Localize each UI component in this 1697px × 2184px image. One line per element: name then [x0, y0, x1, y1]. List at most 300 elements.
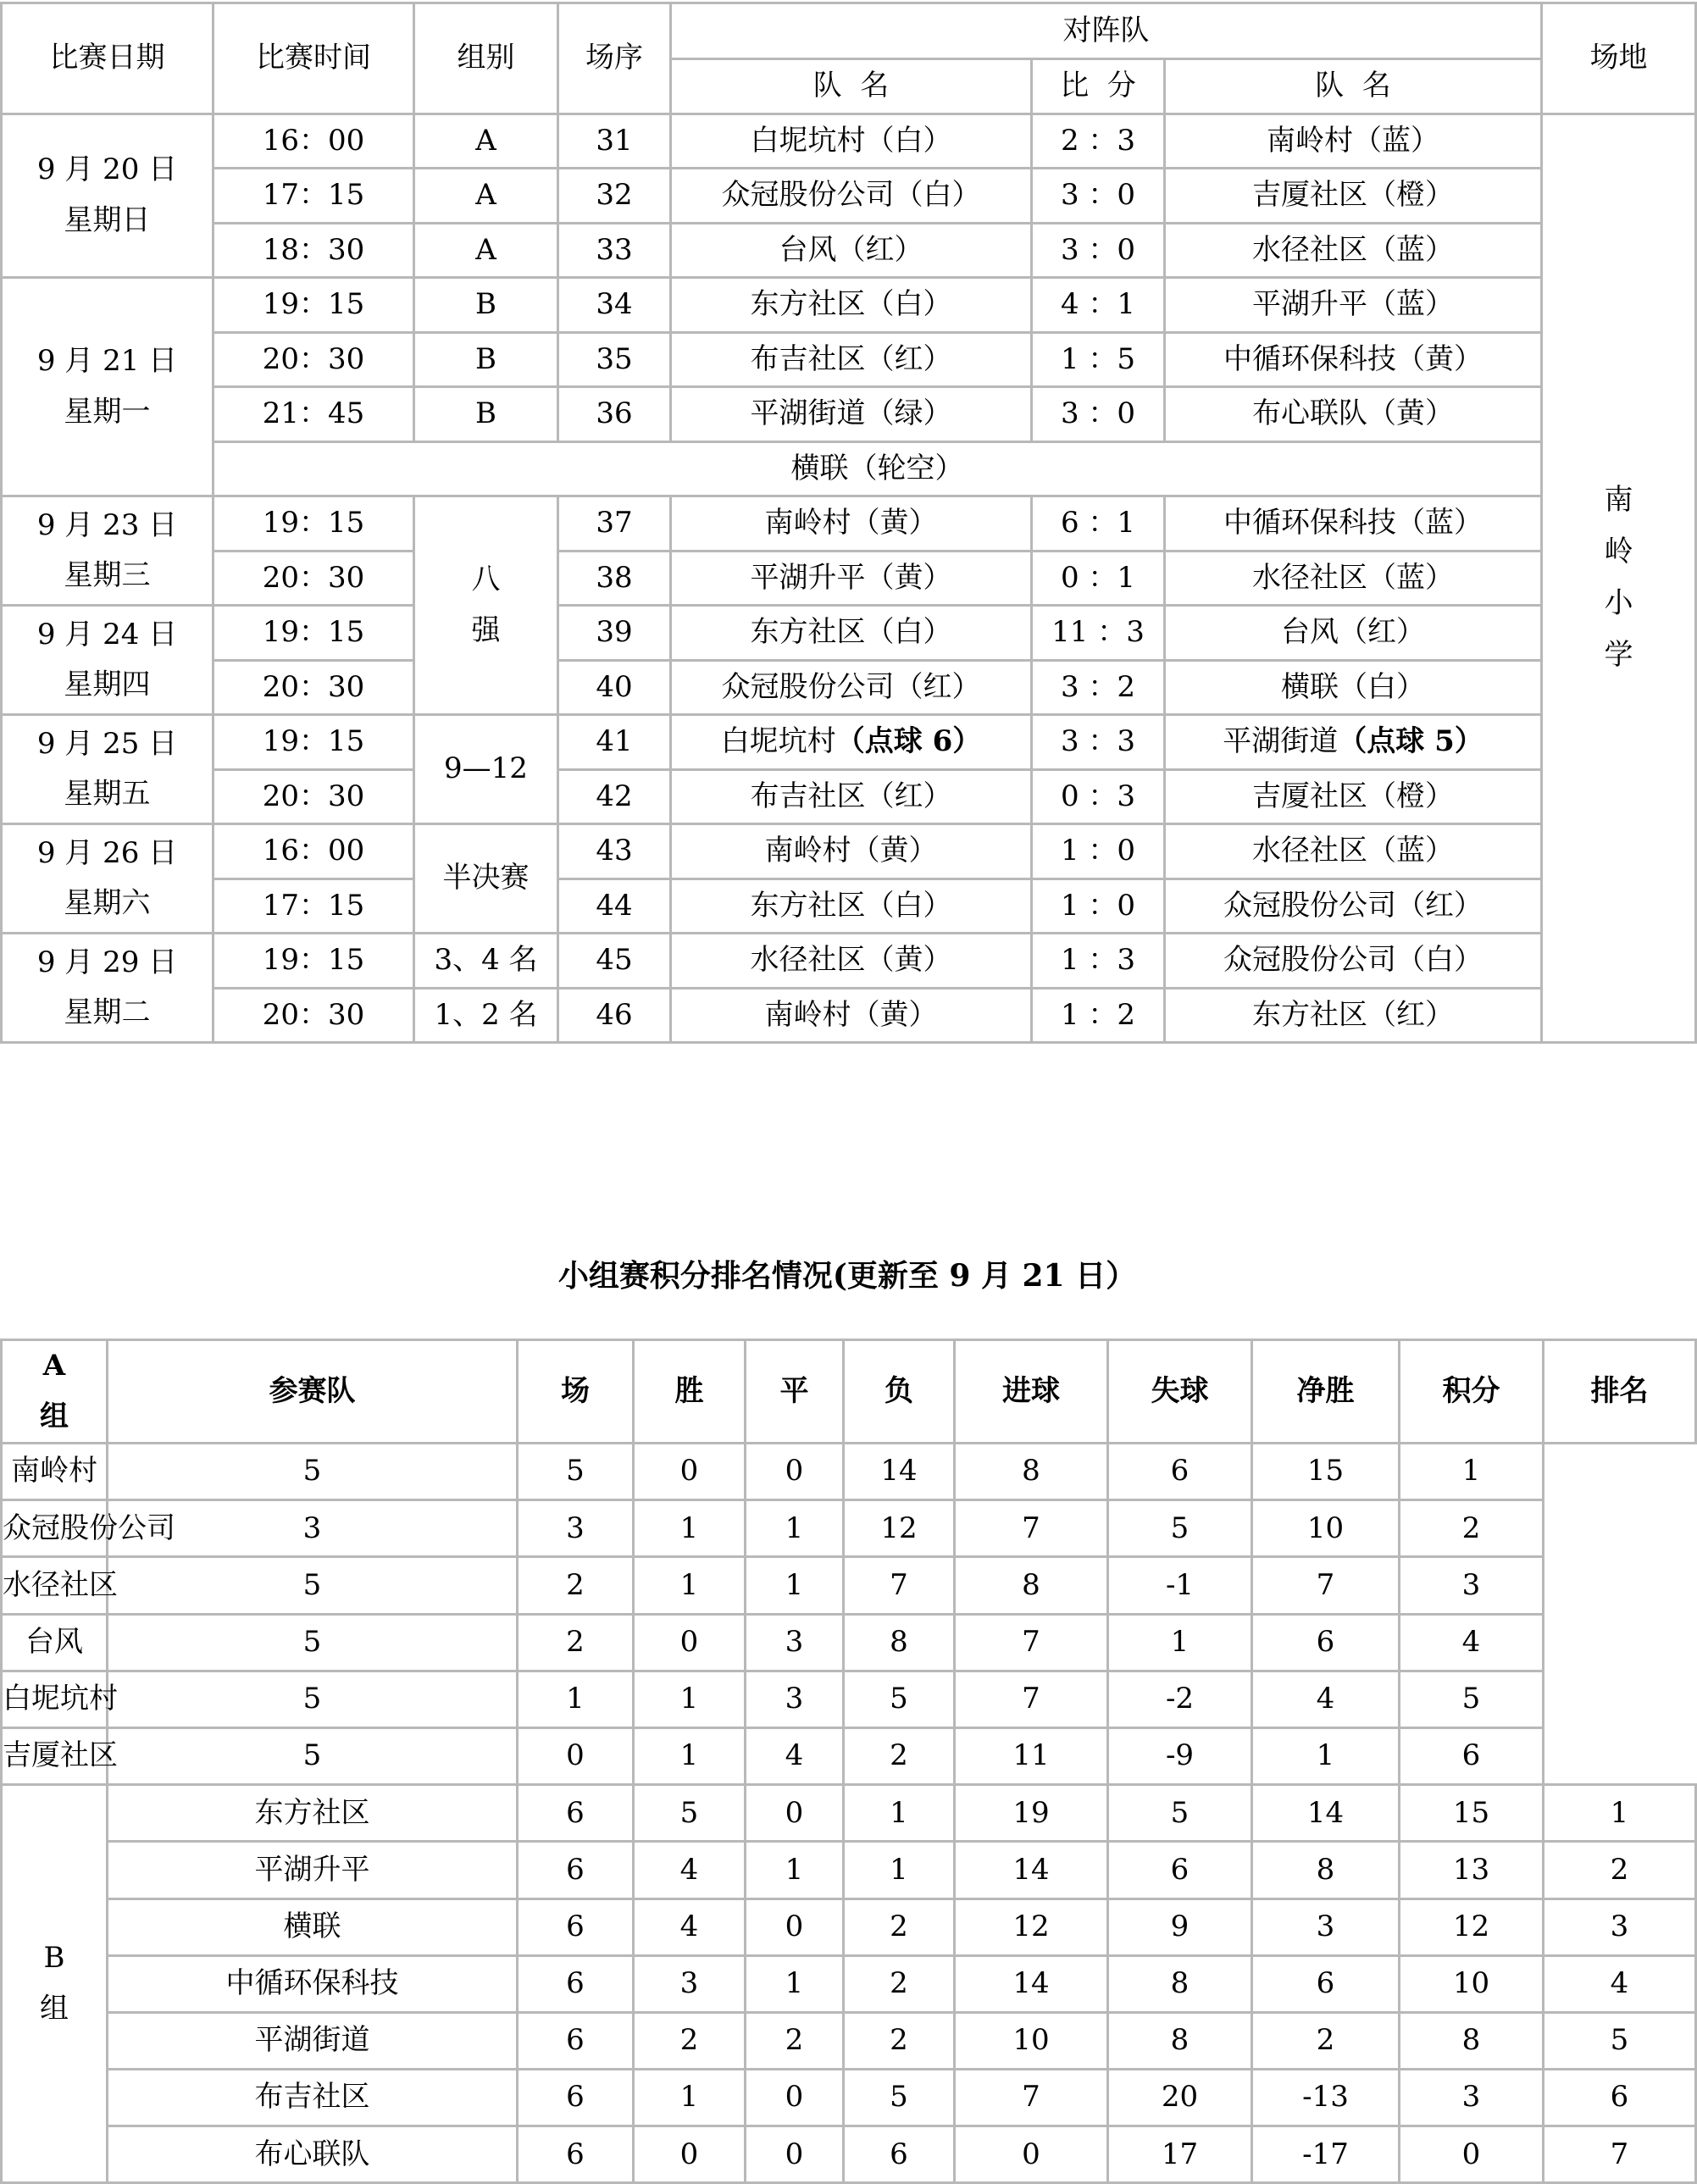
standing-goal-diff: 6: [1108, 1444, 1252, 1500]
header-score: 比 分: [1032, 59, 1165, 114]
standing-points: 12: [1400, 1899, 1544, 1955]
standing-played: 3: [108, 1500, 518, 1557]
standing-played: 6: [518, 1842, 634, 1899]
standings-row: [2, 1671, 1696, 1727]
standing-drawn: 1: [746, 1955, 844, 2012]
standing-drawn: 0: [746, 2070, 844, 2126]
match-score: 2 ：3: [1032, 114, 1165, 169]
standing-points: 15: [1400, 1785, 1544, 1842]
standing-goals-against: 7: [955, 1614, 1108, 1671]
standing-goals-for: 12: [955, 1899, 1108, 1955]
match-no: 43: [558, 824, 671, 879]
standing-goals-against: 20: [1108, 2070, 1252, 2126]
standing-goals-for: 14: [844, 1444, 955, 1500]
standing-won: 2: [518, 1557, 634, 1614]
match-time: 20：30: [214, 660, 414, 715]
standing-played: 6: [518, 2070, 634, 2126]
standings-row: [2, 1899, 1696, 1955]
standing-rank: 4: [1400, 1614, 1544, 1671]
home-team: 布吉社区（红）: [671, 769, 1032, 824]
standing-won: 4: [634, 1899, 746, 1955]
standing-goals-for: 12: [844, 1500, 955, 1557]
col-lost: 负: [844, 1340, 955, 1444]
standing-points: 3: [1400, 2070, 1544, 2126]
match-row: [2, 387, 1696, 442]
col-played: 场: [518, 1340, 634, 1444]
header-time: 比赛时间: [214, 3, 414, 114]
standing-lost: 1: [844, 1785, 955, 1842]
match-no: 37: [558, 496, 671, 552]
standing-lost: 6: [844, 2126, 955, 2183]
match-no: 45: [558, 934, 671, 989]
match-time: 20：30: [214, 988, 414, 1043]
standing-team: 众冠股份公司: [2, 1500, 108, 1557]
date-cell: [2, 715, 214, 824]
stage-label: 强: [471, 613, 501, 647]
header-matchup: 对阵队: [671, 3, 1542, 59]
match-no: 35: [558, 332, 671, 387]
weekday-label: 星期一: [64, 394, 151, 429]
away-team: 水径社区（蓝）: [1165, 551, 1542, 606]
standing-rank: 5: [1400, 1671, 1544, 1727]
match-time: 19：15: [214, 934, 414, 989]
standing-goals-against: 11: [955, 1727, 1108, 1784]
standing-team: 布吉社区: [108, 2070, 518, 2126]
standing-lost: 1: [746, 1500, 844, 1557]
standing-goals-against: 17: [1108, 2126, 1252, 2183]
away-team: 东方社区（红）: [1165, 988, 1542, 1043]
date-cell: [2, 824, 214, 934]
standing-won: 4: [634, 1842, 746, 1899]
standing-drawn: 1: [746, 1842, 844, 1899]
standing-points: 0: [1400, 2126, 1544, 2183]
match-row: [2, 496, 1696, 552]
group-a-rows: [2, 1444, 1696, 1785]
standings-row: [2, 1557, 1696, 1614]
schedule-header-row: [2, 3, 1696, 59]
standing-goals-against: 7: [955, 1671, 1108, 1727]
home-team: 南岭村（黄）: [671, 988, 1032, 1043]
standing-goals-against: 8: [1108, 2012, 1252, 2069]
away-team: 吉厦社区（橙）: [1165, 169, 1542, 224]
standing-team: 吉厦社区: [2, 1727, 108, 1784]
standing-goals-for: 7: [955, 2070, 1108, 2126]
header-away-team: 队 名: [1165, 59, 1542, 114]
standing-team: 白坭坑村: [2, 1671, 108, 1727]
away-team: 布心联队（黄）: [1165, 387, 1542, 442]
standing-drawn: 0: [746, 1785, 844, 1842]
standing-played: 5: [108, 1727, 518, 1784]
standing-drawn: 1: [634, 1671, 746, 1727]
standing-goals-for: 14: [955, 1955, 1108, 2012]
standing-points: 7: [1252, 1557, 1400, 1614]
stage-quarterfinal: [414, 496, 558, 715]
standing-won: 5: [634, 1785, 746, 1842]
standing-won: 0: [634, 2126, 746, 2183]
standings-row: [2, 1614, 1696, 1671]
standing-won: 5: [518, 1444, 634, 1500]
standings-row: [2, 2070, 1696, 2126]
away-team: 横联（白）: [1165, 660, 1542, 715]
stage-label: 八: [471, 563, 501, 596]
date-label: 9 月 21 日: [36, 344, 178, 378]
standing-played: 6: [518, 1785, 634, 1842]
standing-goal-diff: -13: [1252, 2070, 1400, 2126]
standing-won: 3: [634, 1955, 746, 2012]
standing-points: 4: [1252, 1671, 1400, 1727]
standing-won: 2: [518, 1614, 634, 1671]
home-team: 东方社区（白）: [671, 606, 1032, 661]
bye-row: [2, 441, 1696, 496]
venue-cell: [1542, 114, 1696, 1043]
match-time: 19：15: [214, 715, 414, 770]
col-won: 胜: [634, 1340, 746, 1444]
match-group: B: [414, 278, 558, 333]
match-score: 1 ：2: [1032, 988, 1165, 1043]
date-cell: [2, 278, 214, 496]
home-team: 众冠股份公司（白）: [671, 169, 1032, 224]
standing-goal-diff: 3: [1252, 1899, 1400, 1955]
match-score: 3 ：3: [1032, 715, 1165, 770]
home-team: 东方社区（白）: [671, 879, 1032, 934]
standing-goals-for: 8: [844, 1614, 955, 1671]
standing-won: 2: [634, 2012, 746, 2069]
venue-char: 学: [1604, 638, 1633, 673]
standing-goals-against: 6: [1108, 1842, 1252, 1899]
standing-won: 1: [518, 1671, 634, 1727]
standing-lost: 2: [844, 1899, 955, 1955]
standings-row: [2, 1955, 1696, 2012]
away-team: 台风（红）: [1165, 606, 1542, 661]
away-team: 水径社区（蓝）: [1165, 223, 1542, 278]
standings-row: [2, 1727, 1696, 1784]
standing-team: 东方社区: [108, 1785, 518, 1842]
date-cell: [2, 114, 214, 278]
date-label: 9 月 29 日: [36, 945, 178, 979]
standing-played: 6: [518, 1899, 634, 1955]
standings-header-row: [2, 1340, 1696, 1444]
standing-played: 6: [518, 2012, 634, 2069]
bye-note: 横联（轮空）: [214, 441, 1542, 496]
away-team: 平湖升平（蓝）: [1165, 278, 1542, 333]
match-row: [2, 824, 1696, 879]
group-b-label: [2, 1785, 108, 2183]
standing-played: 5: [108, 1444, 518, 1500]
match-time: 17：15: [214, 169, 414, 224]
standing-team: 水径社区: [2, 1557, 108, 1614]
match-score: 1 ：0: [1032, 879, 1165, 934]
match-row: [2, 934, 1696, 989]
match-no: 36: [558, 387, 671, 442]
standing-won: 0: [518, 1727, 634, 1784]
match-score: 3 ：0: [1032, 387, 1165, 442]
home-team: 南岭村（黄）: [671, 496, 1032, 552]
header-match-no: 场序: [558, 3, 671, 114]
standing-drawn: 0: [746, 1899, 844, 1955]
standing-team: 中循环保科技: [108, 1955, 518, 2012]
col-goal-diff: 净胜: [1252, 1340, 1400, 1444]
standing-drawn: 2: [746, 2012, 844, 2069]
home-team-name: 白坭坑村: [720, 724, 836, 759]
standing-goals-for: 10: [955, 2012, 1108, 2069]
match-time: 20：30: [214, 551, 414, 606]
match-no: 46: [558, 988, 671, 1043]
home-team: 台风（红）: [671, 223, 1032, 278]
standing-goal-diff: -9: [1108, 1727, 1252, 1784]
away-team: 中循环保科技（黄）: [1165, 332, 1542, 387]
match-score: 11 ：3: [1032, 606, 1165, 661]
standing-rank: 7: [1544, 2126, 1696, 2183]
col-team: 参赛队: [108, 1340, 518, 1444]
standing-goals-for: 7: [844, 1557, 955, 1614]
match-no: 42: [558, 769, 671, 824]
standing-rank: 3: [1544, 1899, 1696, 1955]
match-time: 19：15: [214, 278, 414, 333]
match-no: 44: [558, 879, 671, 934]
away-team: 水径社区（蓝）: [1165, 824, 1542, 879]
standing-rank: 2: [1544, 1842, 1696, 1899]
standing-goal-diff: 6: [1252, 1955, 1400, 2012]
standings-table: [0, 1339, 1697, 2184]
home-team: [671, 715, 1032, 770]
standing-played: 5: [108, 1557, 518, 1614]
standing-team: 横联: [108, 1899, 518, 1955]
standing-points: 15: [1252, 1444, 1400, 1500]
match-row: [2, 332, 1696, 387]
match-group: A: [414, 169, 558, 224]
standing-played: 5: [108, 1671, 518, 1727]
standings-row: [2, 1842, 1696, 1899]
match-score: 0 ：3: [1032, 769, 1165, 824]
away-team: 中循环保科技（蓝）: [1165, 496, 1542, 552]
home-team: 东方社区（白）: [671, 278, 1032, 333]
match-row: [2, 660, 1696, 715]
date-label: 9 月 25 日: [36, 726, 178, 761]
date-cell: [2, 934, 214, 1043]
match-no: 32: [558, 169, 671, 224]
standing-goal-diff: 2: [1252, 2012, 1400, 2069]
match-score: 3 ：0: [1032, 169, 1165, 224]
standing-drawn: 1: [634, 1557, 746, 1614]
date-label: 9 月 23 日: [36, 507, 178, 542]
standing-goals-against: 9: [1108, 1899, 1252, 1955]
match-row: [2, 114, 1696, 169]
match-row: [2, 169, 1696, 224]
standing-points: 8: [1400, 2012, 1544, 2069]
standing-points: 10: [1400, 1955, 1544, 2012]
standing-lost: 3: [746, 1671, 844, 1727]
standing-lost: 1: [844, 1842, 955, 1899]
match-time: 18：30: [214, 223, 414, 278]
standing-goals-against: 7: [955, 1500, 1108, 1557]
standing-lost: 4: [746, 1727, 844, 1784]
standing-team: 台风: [2, 1614, 108, 1671]
match-time: 20：30: [214, 769, 414, 824]
standing-goal-diff: 14: [1252, 1785, 1400, 1842]
match-score: 0 ：1: [1032, 551, 1165, 606]
standing-goals-for: 19: [955, 1785, 1108, 1842]
home-team: 白坭坑村（白）: [671, 114, 1032, 169]
standing-team: 平湖升平: [108, 1842, 518, 1899]
match-time: 19：15: [214, 606, 414, 661]
standing-points: 13: [1400, 1842, 1544, 1899]
home-team: 布吉社区（红）: [671, 332, 1032, 387]
standing-points: 6: [1252, 1614, 1400, 1671]
match-group: A: [414, 223, 558, 278]
standing-team: 布心联队: [108, 2126, 518, 2183]
weekday-label: 星期五: [64, 777, 151, 811]
match-group: B: [414, 332, 558, 387]
away-team-name: 平湖街道: [1223, 724, 1339, 759]
standing-played: 6: [518, 2126, 634, 2183]
match-no: 41: [558, 715, 671, 770]
away-team: 南岭村（蓝）: [1165, 114, 1542, 169]
away-team: 众冠股份公司（白）: [1165, 934, 1542, 989]
match-no: 31: [558, 114, 671, 169]
match-row: [2, 223, 1696, 278]
match-row: [2, 606, 1696, 661]
match-no: 34: [558, 278, 671, 333]
away-penalty-note: （点球 5）: [1338, 724, 1483, 759]
match-score: 6 ：1: [1032, 496, 1165, 552]
standing-goal-diff: -1: [1108, 1557, 1252, 1614]
standing-rank: 1: [1400, 1444, 1544, 1500]
match-group: A: [414, 114, 558, 169]
standing-rank: 3: [1400, 1557, 1544, 1614]
standing-rank: 4: [1544, 1955, 1696, 2012]
header-group: 组别: [414, 3, 558, 114]
match-no: 40: [558, 660, 671, 715]
col-goals-for: 进球: [955, 1340, 1108, 1444]
standing-goal-diff: -2: [1108, 1671, 1252, 1727]
header-venue: 场地: [1542, 3, 1696, 114]
weekday-label: 星期四: [64, 668, 151, 701]
group-word: 组: [40, 1991, 69, 2026]
standing-won: 1: [634, 2070, 746, 2126]
match-row: [2, 988, 1696, 1043]
standing-rank: 6: [1544, 2070, 1696, 2126]
col-drawn: 平: [746, 1340, 844, 1444]
home-team: 众冠股份公司（红）: [671, 660, 1032, 715]
standing-points: 10: [1252, 1500, 1400, 1557]
group-b-rows: [2, 1785, 1696, 2183]
standing-goals-against: 8: [1108, 1955, 1252, 2012]
match-no: 39: [558, 606, 671, 661]
group-letter: B: [43, 1941, 65, 1976]
standing-lost: 0: [746, 1444, 844, 1500]
standings-row: [2, 2012, 1696, 2069]
away-team: 吉厦社区（橙）: [1165, 769, 1542, 824]
home-team: 平湖升平（黄）: [671, 551, 1032, 606]
standing-lost: 1: [746, 1557, 844, 1614]
standing-drawn: 1: [634, 1500, 746, 1557]
match-group: B: [414, 387, 558, 442]
match-time: 20：30: [214, 332, 414, 387]
standing-drawn: 0: [634, 1614, 746, 1671]
match-row: [2, 769, 1696, 824]
schedule-table: [0, 2, 1697, 1044]
match-score: 1 ：3: [1032, 934, 1165, 989]
match-no: 38: [558, 551, 671, 606]
date-label: 9 月 20 日: [36, 152, 178, 187]
header-date: 比赛日期: [2, 3, 214, 114]
standing-rank: 2: [1400, 1500, 1544, 1557]
group-word: 组: [40, 1399, 69, 1433]
standing-goal-diff: 1: [1108, 1614, 1252, 1671]
standing-goals-against: 8: [955, 1557, 1108, 1614]
weekday-label: 星期二: [64, 995, 151, 1029]
header-home-team: 队 名: [671, 59, 1032, 114]
home-team: 水径社区（黄）: [671, 934, 1032, 989]
match-row: [2, 879, 1696, 934]
away-team: 众冠股份公司（红）: [1165, 879, 1542, 934]
standings-row: [2, 2126, 1696, 2183]
standing-goals-for: 14: [955, 1842, 1108, 1899]
standing-rank: 1: [1544, 1785, 1696, 1842]
standings-row: [2, 1785, 1696, 1842]
standing-drawn: 0: [746, 2126, 844, 2183]
standings-row: [2, 1444, 1696, 1500]
match-time: 16：00: [214, 824, 414, 879]
weekday-label: 星期日: [64, 202, 151, 237]
standing-goals-for: 2: [844, 1727, 955, 1784]
standing-lost: 2: [844, 1955, 955, 2012]
match-score: 1 ：5: [1032, 332, 1165, 387]
match-score: 4 ：1: [1032, 278, 1165, 333]
standing-played: 6: [518, 1955, 634, 2012]
standing-lost: 2: [844, 2012, 955, 2069]
standing-lost: 5: [844, 2070, 955, 2126]
group-letter: A: [42, 1349, 66, 1383]
match-row: [2, 278, 1696, 333]
match-time: 17：15: [214, 879, 414, 934]
standing-goal-diff: -17: [1252, 2126, 1400, 2183]
standings-row: [2, 1500, 1696, 1557]
standing-goals-against: 8: [955, 1444, 1108, 1500]
match-time: 21：45: [214, 387, 414, 442]
standing-won: 3: [518, 1500, 634, 1557]
col-points: 积分: [1400, 1340, 1544, 1444]
home-penalty-note: （点球 6）: [835, 724, 982, 759]
home-team: 平湖街道（绿）: [671, 387, 1032, 442]
venue-char: 南: [1604, 482, 1633, 517]
match-time: 16：00: [214, 114, 414, 169]
away-team: [1165, 715, 1542, 770]
weekday-label: 星期三: [64, 558, 151, 592]
group-a-label: [2, 1340, 108, 1444]
match-time: 19：15: [214, 496, 414, 552]
standing-drawn: 1: [634, 1727, 746, 1784]
standing-goals-for: 5: [844, 1671, 955, 1727]
standing-team: 南岭村: [2, 1444, 108, 1500]
date-label: 9 月 24 日: [36, 617, 178, 651]
date-label: 9 月 26 日: [36, 835, 178, 870]
match-no: 33: [558, 223, 671, 278]
match-row: [2, 715, 1696, 770]
standing-points: 1: [1252, 1727, 1400, 1784]
standing-drawn: 0: [634, 1444, 746, 1500]
standing-goal-diff: 5: [1108, 1500, 1252, 1557]
col-rank: 排名: [1544, 1340, 1696, 1444]
standing-lost: 3: [746, 1614, 844, 1671]
match-score: 3 ：0: [1032, 223, 1165, 278]
standing-rank: 6: [1400, 1727, 1544, 1784]
venue-char: 小: [1604, 586, 1633, 621]
stage-semifinal: 半决赛: [414, 824, 558, 934]
match-score: 1 ：0: [1032, 824, 1165, 879]
date-cell: [2, 606, 214, 715]
venue-char: 岭: [1604, 535, 1633, 569]
